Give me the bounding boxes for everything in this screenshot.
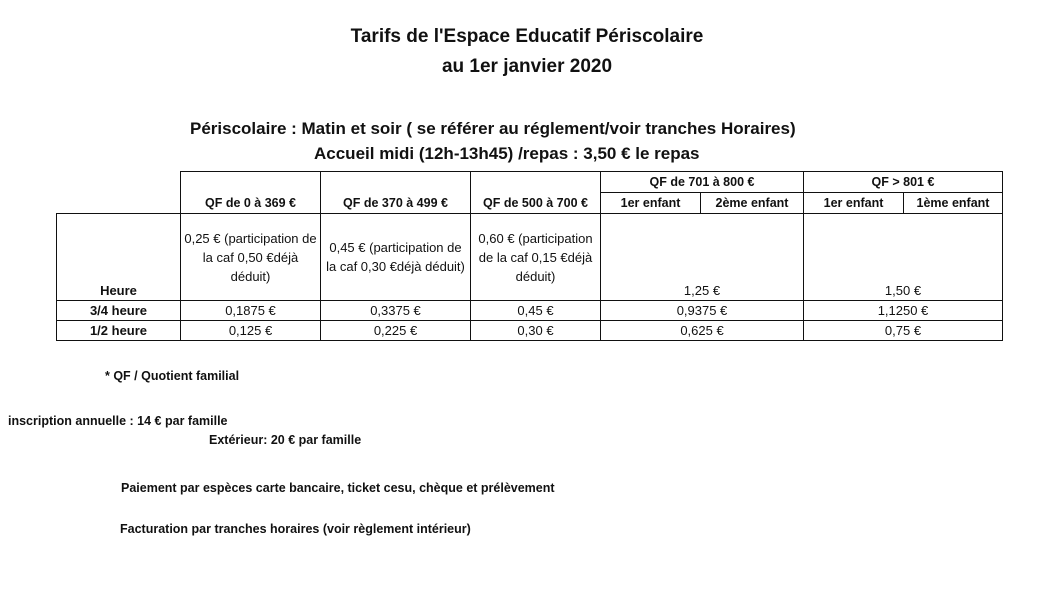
cell-34-qf-370-499: 0,3375 € <box>321 301 471 321</box>
table-header-row-groups <box>57 172 1003 193</box>
cell-12-qf-0-369: 0,125 € <box>181 321 321 341</box>
cell-heure-qf-0-369: 0,25 € (participation de la caf 0,50 €déjà déduit) <box>181 214 321 301</box>
cell-heure-qf-701-800: 1,25 € <box>601 214 804 301</box>
tarifs-table <box>56 171 1003 341</box>
group-header-qf-801: QF > 801 € <box>804 172 1003 193</box>
col-header-g5-second-child: 1ème enfant <box>904 193 1003 214</box>
inscription-note: inscription annuelle : 14 € par famille <box>8 414 228 428</box>
empty-corner-cell <box>57 172 181 193</box>
group-header-qf-701-800: QF de 701 à 800 € <box>601 172 804 193</box>
cell-34-qf-500-700: 0,45 € <box>471 301 601 321</box>
cell-34-qf-701-800: 0,9375 € <box>601 301 804 321</box>
exterieur-note: Extérieur: 20 € par famille <box>209 433 362 447</box>
table-row-demi <box>57 321 1003 341</box>
cell-heure-qf-500-700: 0,60 € (participation de la caf 0,15 €déjà déduit) <box>471 214 601 301</box>
cell-heure-qf-801: 1,50 € <box>804 214 1003 301</box>
col-header-qf-0-369: QF de 0 à 369 € <box>181 172 321 214</box>
cell-12-qf-500-700: 0,30 € <box>471 321 601 341</box>
facturation-note: Facturation par tranches horaires (voir règlement intérieur) <box>120 522 471 536</box>
table-row-trois-quart <box>57 301 1003 321</box>
row-label-trois-quart: 3/4 heure <box>57 301 181 321</box>
col-header-qf-500-700: QF de 500 à 700 € <box>471 172 601 214</box>
empty-corner-cell-2 <box>57 193 181 214</box>
cell-12-qf-370-499: 0,225 € <box>321 321 471 341</box>
col-header-g5-first-child: 1er enfant <box>804 193 904 214</box>
row-label-demi: 1/2 heure <box>57 321 181 341</box>
cell-heure-qf-370-499: 0,45 € (participation de la caf 0,30 €déjà déduit) <box>321 214 471 301</box>
cell-34-qf-801: 1,1250 € <box>804 301 1003 321</box>
page-title: Tarifs de l'Espace Educatif Périscolaire <box>350 26 704 47</box>
periscolaire-subtitle: Périscolaire : Matin et soir ( se référer au réglement/voir tranches Horaires) <box>190 119 796 138</box>
qf-footnote: * QF / Quotient familial <box>105 369 240 383</box>
col-header-g4-first-child: 1er enfant <box>601 193 701 214</box>
row-label-heure: Heure <box>57 214 181 301</box>
col-header-qf-370-499: QF de 370 à 499 € <box>321 172 471 214</box>
accueil-midi-subtitle: Accueil midi (12h-13h45) /repas : 3,50 € le repas <box>314 144 700 163</box>
cell-34-qf-0-369: 0,1875 € <box>181 301 321 321</box>
table-row-heure <box>57 214 1003 301</box>
cell-12-qf-801: 0,75 € <box>804 321 1003 341</box>
col-header-g4-second-child: 2ème enfant <box>701 193 804 214</box>
page-title-date: au 1er janvier 2020 <box>441 56 613 77</box>
cell-12-qf-701-800: 0,625 € <box>601 321 804 341</box>
paiement-note: Paiement par espèces carte bancaire, ticket cesu, chèque et prélèvement <box>121 481 555 495</box>
